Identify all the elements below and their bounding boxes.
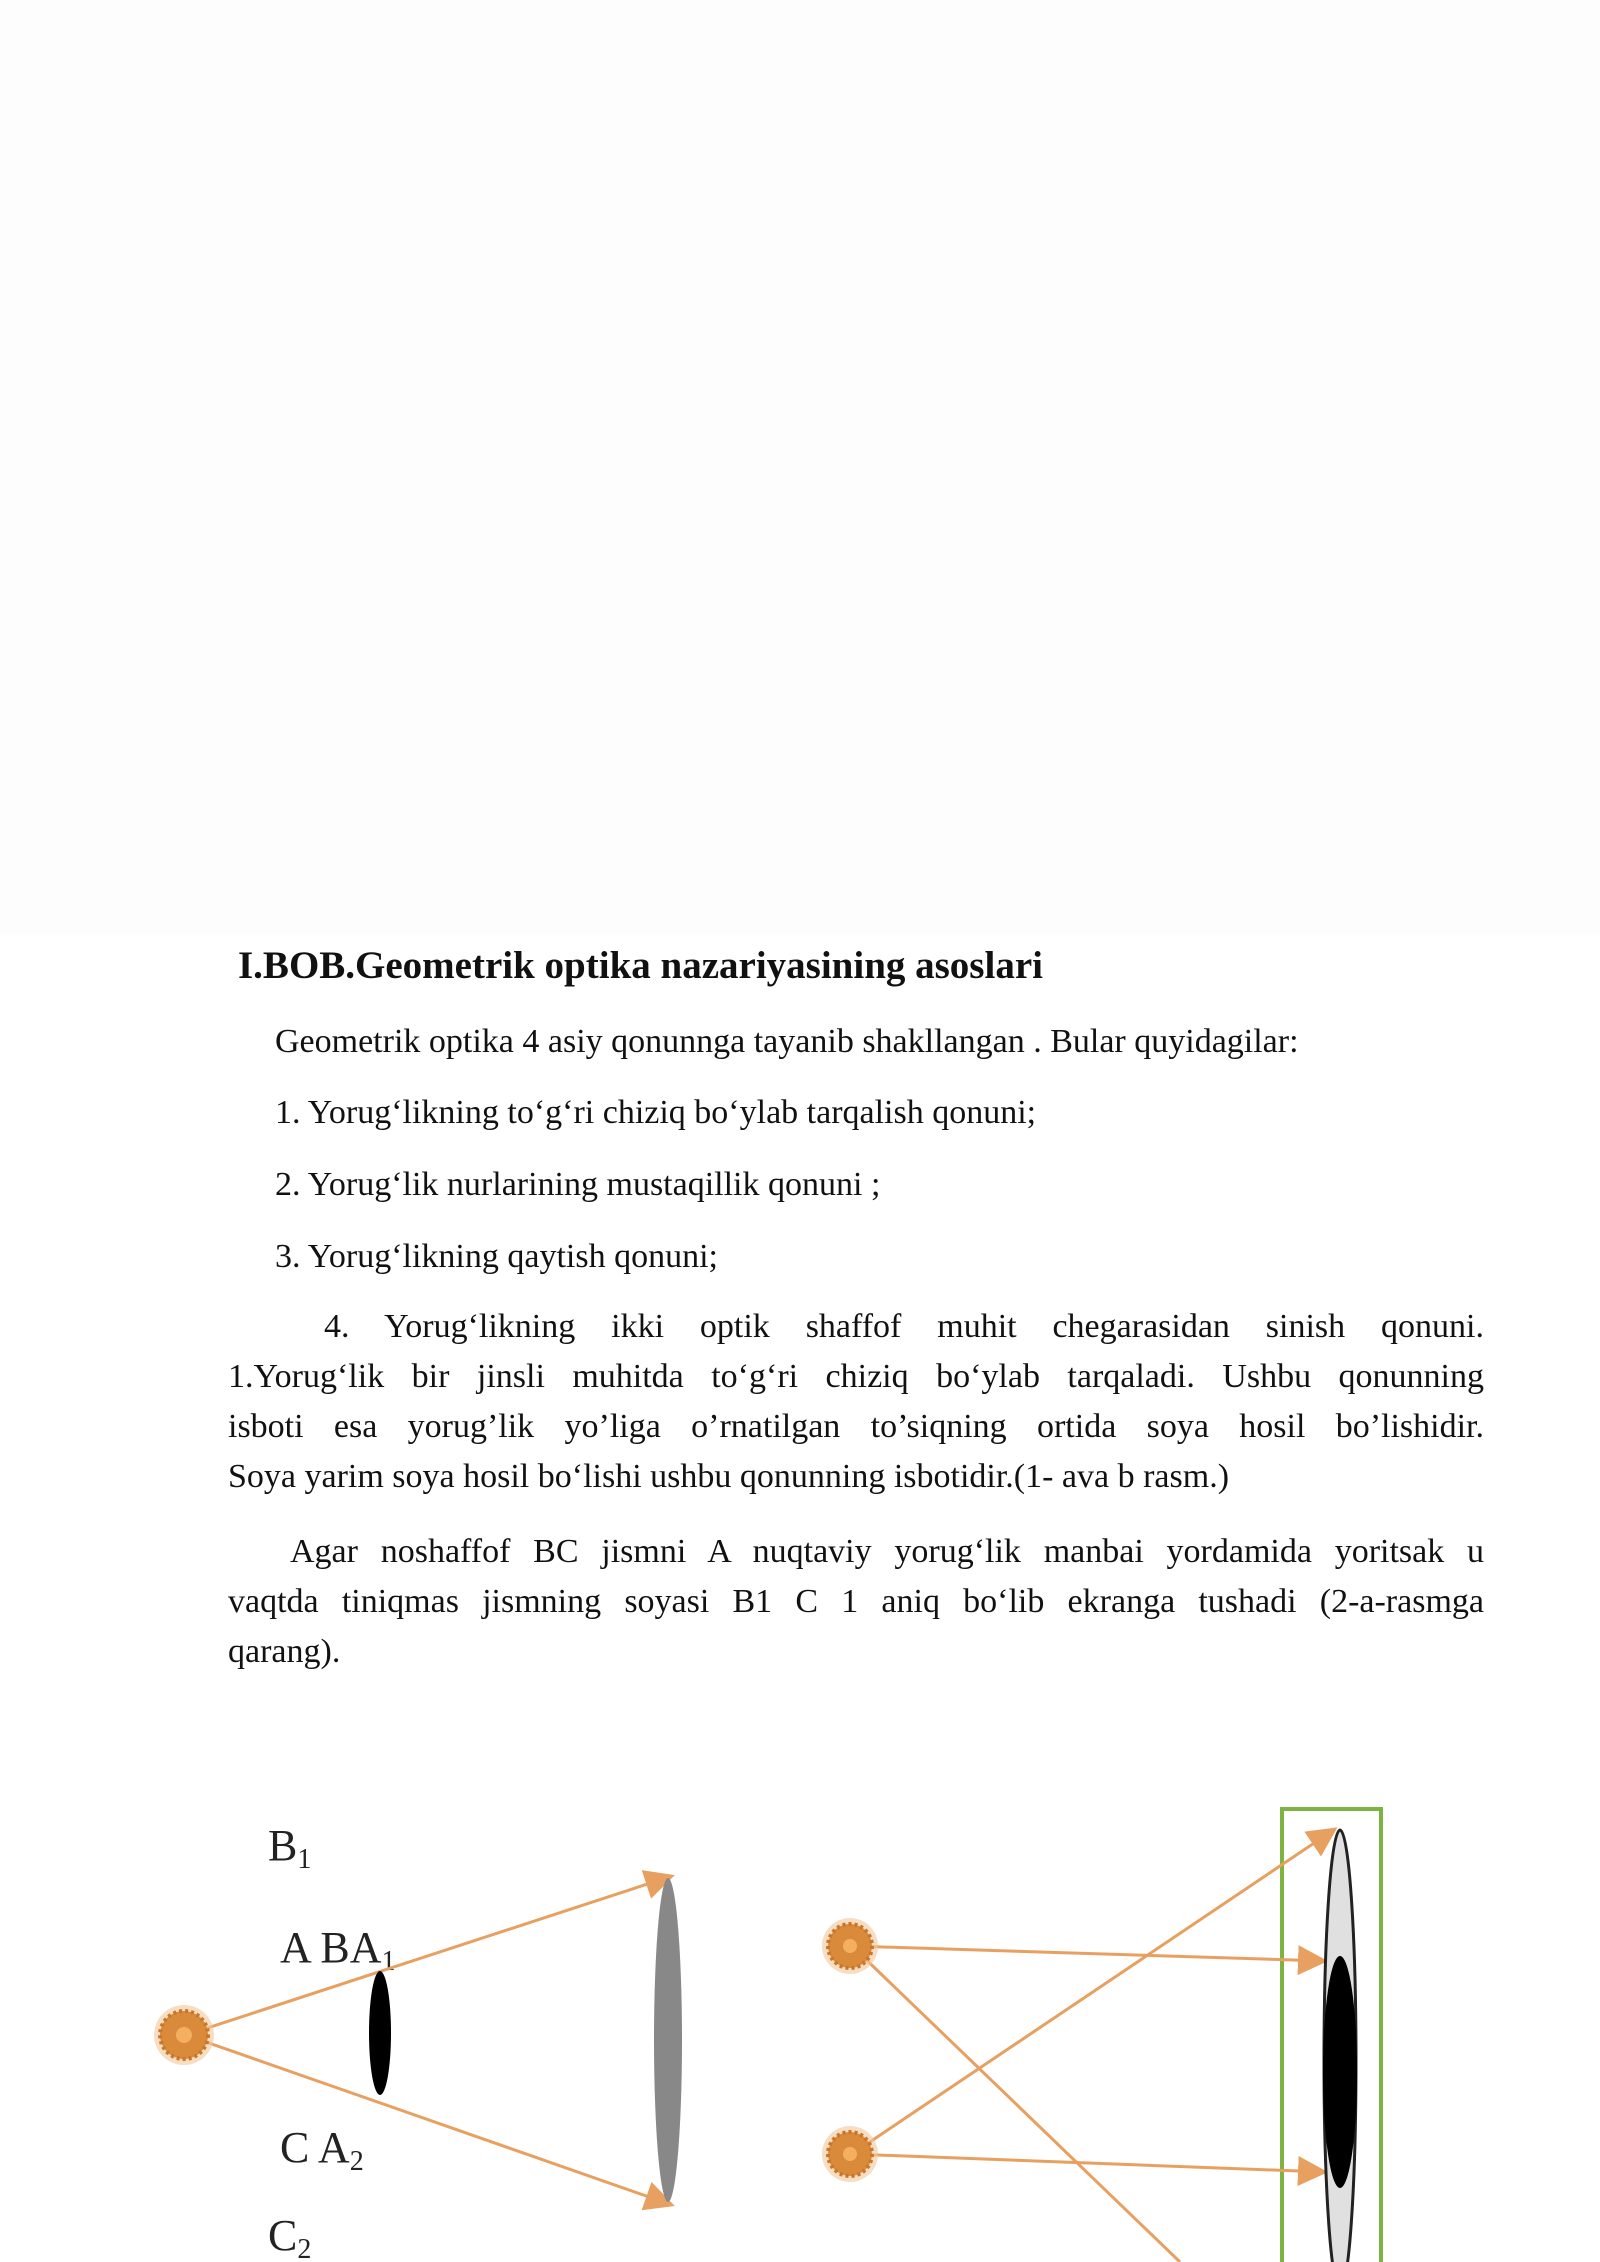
ray-source2-up bbox=[852, 1829, 1335, 2154]
paragraph-line: 1.Yorug‘lik bir jinsli muhitda to‘g‘ri chiziq bo‘ylab tarqaladi. Ushbu qonunning bbox=[228, 1358, 1484, 1395]
paragraph-shadow bbox=[228, 1527, 1484, 1677]
chapter-heading: I.BOB.Geometrik optika nazariyasining asoslari bbox=[238, 944, 1043, 987]
opaque-body-bc bbox=[369, 1971, 391, 2095]
light-source-1-icon bbox=[822, 1918, 878, 1974]
ray-source1-straight bbox=[852, 1946, 1325, 1961]
label-a-ba1: A BA1 bbox=[280, 1923, 396, 1977]
paragraph-line: Agar noshaffof BC jismni A nuqtaviy yorug‘lik manbai yordamida yoritsak u bbox=[290, 1533, 1484, 1570]
law-item-2: 2. Yorug‘lik nurlarining mustaqillik qonuni ; bbox=[275, 1166, 881, 1203]
paragraph-line: Soya yarim soya hosil bo‘lishi ushbu qonunning isbotidir.(1- ava b rasm.) bbox=[228, 1458, 1230, 1495]
label-c2: C2 bbox=[268, 2211, 312, 2262]
ray-source1-down bbox=[852, 1946, 1180, 2262]
figure-shadow-point-source bbox=[154, 1821, 682, 2262]
optics-figure bbox=[0, 1750, 1600, 2262]
paragraph-law-4 bbox=[228, 1302, 1484, 1502]
umbra-shadow bbox=[1323, 1956, 1357, 2188]
paragraph-line: isboti esa yorug’lik yo’liga o’rnatilgan to’siqning ortida soya hosil bo’lishidir. bbox=[228, 1408, 1484, 1445]
ray-source2-straight bbox=[852, 2154, 1325, 2172]
screen-shadow bbox=[654, 1878, 682, 2202]
figure-shadow-two-sources bbox=[822, 1809, 1381, 2262]
law-item-3: 3. Yorug‘likning qaytish qonuni; bbox=[275, 1238, 718, 1275]
intro-text: Geometrik optika 4 asiy qonunnga tayanib shakllangan . Bular quyidagilar: bbox=[275, 1023, 1299, 1060]
ray-lower bbox=[186, 2035, 672, 2205]
paragraph-line: vaqtda tiniqmas jismning soyasi B1 C 1 aniq bo‘lib ekranga tushadi (2-a-rasmga bbox=[228, 1583, 1484, 1620]
light-source-icon bbox=[154, 2005, 214, 2065]
label-c-a2: C A2 bbox=[280, 2123, 364, 2177]
law-item-1: 1. Yorug‘likning to‘g‘ri chiziq bo‘ylab tarqalish qonuni; bbox=[275, 1094, 1037, 1131]
paragraph-line: 4. Yorug‘likning ikki optik shaffof muhit chegarasidan sinish qonuni. bbox=[324, 1308, 1484, 1345]
label-b1: B1 bbox=[268, 1821, 312, 1875]
light-source-2-icon bbox=[822, 2126, 878, 2182]
blank-upper-area bbox=[0, 0, 1600, 935]
paragraph-line: qarang). bbox=[228, 1633, 341, 1670]
ray-upper bbox=[186, 1876, 672, 2035]
